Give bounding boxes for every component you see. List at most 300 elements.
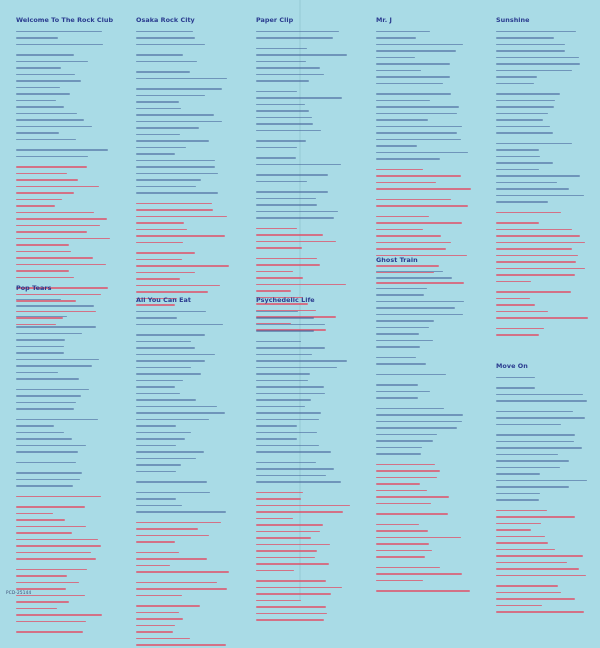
japanese-lyric-text <box>16 257 93 259</box>
japanese-lyric-text <box>136 265 229 267</box>
japanese-lyric-text <box>16 608 57 610</box>
song-lyrics <box>256 28 362 333</box>
song-all-you-can-eat <box>136 296 242 648</box>
japanese-lyric-text <box>136 216 227 218</box>
catalog-number: PCD-25144 <box>6 590 31 595</box>
japanese-lyric-text <box>16 238 110 240</box>
english-lyric-text <box>496 83 534 85</box>
english-lyric-text <box>376 363 426 365</box>
english-lyric-text <box>136 464 181 466</box>
japanese-lyric-text <box>376 222 462 224</box>
song-lyrics <box>256 308 362 623</box>
english-lyric-text <box>376 113 457 115</box>
english-lyric-text <box>136 451 204 453</box>
english-lyric-text <box>376 271 443 273</box>
japanese-lyric-text <box>376 524 419 526</box>
english-lyric-text <box>256 91 297 93</box>
lyric-line <box>136 509 242 516</box>
english-lyric-text <box>376 333 419 335</box>
japanese-lyric-text <box>376 543 429 545</box>
japanese-lyric-text <box>256 264 320 266</box>
song-paper-clip <box>256 16 362 333</box>
song-move-on <box>496 362 600 615</box>
japanese-lyric-text <box>256 613 327 615</box>
japanese-lyric-text <box>376 182 436 184</box>
english-lyric-text <box>16 402 76 404</box>
english-lyric-text <box>496 400 587 402</box>
english-lyric-text <box>256 462 316 464</box>
english-lyric-text <box>136 492 210 494</box>
english-lyric-text <box>16 479 80 481</box>
japanese-lyric-text <box>496 575 586 577</box>
english-lyric-text <box>16 74 75 76</box>
japanese-lyric-text <box>136 291 208 293</box>
japanese-lyric-text <box>256 606 326 608</box>
english-lyric-text <box>376 277 452 279</box>
lyric-line <box>16 136 122 143</box>
english-lyric-text <box>496 201 548 203</box>
english-lyric-text <box>136 108 181 110</box>
song-lyrics <box>16 296 122 635</box>
japanese-lyric-text <box>376 537 461 539</box>
japanese-lyric-text <box>496 298 530 300</box>
english-lyric-text <box>16 80 81 82</box>
english-lyric-text <box>256 67 320 69</box>
japanese-lyric-text <box>136 625 175 627</box>
song-sunshine <box>496 16 600 338</box>
english-lyric-text <box>496 169 539 171</box>
japanese-lyric-text <box>376 530 428 532</box>
japanese-lyric-text <box>256 228 297 230</box>
english-lyric-text <box>16 299 61 301</box>
english-lyric-text <box>136 147 186 149</box>
english-lyric-text <box>256 347 325 349</box>
english-lyric-text <box>136 425 176 427</box>
japanese-lyric-text <box>136 541 175 543</box>
japanese-lyric-text <box>496 568 579 570</box>
japanese-lyric-text <box>376 205 468 207</box>
japanese-lyric-text <box>376 590 470 592</box>
japanese-lyric-text <box>16 186 99 188</box>
lyric-line <box>496 278 600 285</box>
japanese-lyric-text <box>16 614 102 616</box>
english-lyric-text <box>136 54 183 56</box>
english-lyric-text <box>256 425 297 427</box>
english-lyric-text <box>496 424 561 426</box>
english-lyric-text <box>496 93 560 95</box>
lyric-line <box>376 395 482 402</box>
japanese-lyric-text <box>496 598 575 600</box>
japanese-lyric-text <box>256 593 331 595</box>
english-lyric-text <box>136 406 217 408</box>
english-lyric-text <box>496 454 558 456</box>
english-lyric-text <box>496 100 555 102</box>
lyric-line <box>376 275 482 282</box>
english-lyric-text <box>256 367 337 369</box>
english-lyric-text <box>256 445 319 447</box>
japanese-lyric-text <box>256 518 293 520</box>
japanese-lyric-text <box>16 277 74 279</box>
japanese-lyric-text <box>256 557 315 559</box>
song-title: Welcome To The Rock Club <box>16 16 122 24</box>
english-lyric-text <box>256 198 316 200</box>
lyric-line <box>16 556 122 563</box>
english-lyric-text <box>256 110 309 112</box>
english-lyric-text <box>496 499 539 501</box>
english-lyric-text <box>256 399 311 401</box>
japanese-lyric-text <box>496 304 535 306</box>
lyric-line <box>256 178 362 185</box>
english-lyric-text <box>376 44 463 46</box>
english-lyric-text <box>136 134 180 136</box>
lyric-line <box>376 451 482 458</box>
song-lyrics <box>496 374 600 615</box>
english-lyric-text <box>376 440 433 442</box>
english-lyric-text <box>16 326 96 328</box>
lyric-line <box>376 186 482 193</box>
english-lyric-text <box>256 311 298 313</box>
english-lyric-text <box>496 377 535 379</box>
japanese-lyric-text <box>376 235 441 237</box>
english-lyric-text <box>256 468 334 470</box>
lyric-line <box>376 203 482 210</box>
lyric-line <box>376 371 482 378</box>
english-lyric-text <box>16 113 77 115</box>
japanese-lyric-text <box>256 619 324 621</box>
english-lyric-text <box>256 80 309 82</box>
japanese-lyric-text <box>256 492 303 494</box>
english-lyric-text <box>136 44 205 46</box>
lyric-line <box>16 493 122 500</box>
english-lyric-text <box>496 441 574 443</box>
english-lyric-text <box>376 152 468 154</box>
english-lyric-text <box>136 347 195 349</box>
lyric-line <box>136 468 242 475</box>
japanese-lyric-text <box>16 212 94 214</box>
english-lyric-text <box>136 419 209 421</box>
english-lyric-text <box>256 31 339 33</box>
japanese-lyric-text <box>496 229 572 231</box>
english-lyric-text <box>256 380 308 382</box>
lyric-line <box>496 315 600 322</box>
song-title: Pop Tears <box>16 284 122 292</box>
english-lyric-text <box>16 378 79 380</box>
english-lyric-text <box>376 288 427 290</box>
english-lyric-text <box>256 181 307 183</box>
japanese-lyric-text <box>256 550 317 552</box>
japanese-lyric-text <box>136 229 187 231</box>
english-lyric-text <box>376 126 462 128</box>
english-lyric-text <box>376 427 457 429</box>
english-lyric-text <box>136 432 191 434</box>
japanese-lyric-text <box>136 638 190 640</box>
english-lyric-text <box>136 71 190 73</box>
japanese-lyric-text <box>256 580 326 582</box>
japanese-lyric-text <box>496 334 539 336</box>
japanese-lyric-text <box>376 483 420 485</box>
japanese-lyric-text <box>496 268 585 270</box>
english-lyric-text <box>376 346 420 348</box>
english-lyric-text <box>16 156 88 158</box>
english-lyric-text <box>256 147 297 149</box>
lyric-line <box>496 199 600 206</box>
japanese-lyric-text <box>256 290 291 292</box>
japanese-lyric-text <box>496 510 547 512</box>
english-lyric-text <box>136 324 223 326</box>
japanese-lyric-text <box>496 274 575 276</box>
english-lyric-text <box>376 93 451 95</box>
english-lyric-text <box>376 397 418 399</box>
english-lyric-text <box>136 386 175 388</box>
japanese-lyric-text <box>376 513 448 515</box>
japanese-lyric-text <box>376 242 451 244</box>
english-lyric-text <box>376 357 416 359</box>
japanese-lyric-text <box>376 470 440 472</box>
english-lyric-text <box>496 493 540 495</box>
english-lyric-text <box>16 37 58 39</box>
english-lyric-text <box>16 432 64 434</box>
lyric-line <box>496 332 600 339</box>
lyric-line <box>136 321 242 328</box>
english-lyric-text <box>16 149 108 151</box>
english-lyric-text <box>256 393 325 395</box>
english-lyric-text <box>256 406 305 408</box>
japanese-lyric-text <box>16 231 87 233</box>
japanese-lyric-text <box>376 550 432 552</box>
english-lyric-text <box>496 106 554 108</box>
lyric-line <box>376 588 482 595</box>
english-lyric-text <box>256 324 325 326</box>
english-lyric-text <box>496 119 543 121</box>
english-lyric-text <box>256 330 314 332</box>
lyric-line <box>376 80 482 87</box>
lyric-line <box>136 239 242 246</box>
english-lyric-text <box>16 359 99 361</box>
english-lyric-text <box>496 126 550 128</box>
english-lyric-text <box>376 31 430 33</box>
song-ghost-train <box>376 256 482 594</box>
lyric-line <box>16 313 122 320</box>
japanese-lyric-text <box>16 270 69 272</box>
lyric-line <box>376 554 482 561</box>
english-lyric-text <box>136 317 177 319</box>
english-lyric-text <box>16 462 76 464</box>
english-lyric-text <box>376 76 450 78</box>
song-title: Psychedelic Life <box>256 296 362 304</box>
japanese-lyric-text <box>16 582 79 584</box>
japanese-lyric-text <box>496 222 539 224</box>
english-lyric-text <box>256 438 297 440</box>
english-lyric-text <box>376 100 430 102</box>
lyric-line <box>496 80 600 87</box>
english-lyric-text <box>16 316 67 318</box>
english-lyric-text <box>376 70 421 72</box>
japanese-lyric-text <box>16 244 69 246</box>
english-lyric-text <box>496 31 576 33</box>
lyric-line <box>376 344 482 351</box>
japanese-lyric-text <box>136 595 182 597</box>
japanese-lyric-text <box>256 271 293 273</box>
japanese-lyric-text <box>496 611 584 613</box>
song-osaka-rock-city <box>136 16 242 308</box>
japanese-lyric-text <box>256 234 323 236</box>
lyric-line <box>496 374 600 381</box>
japanese-lyric-text <box>136 582 217 584</box>
english-lyric-text <box>16 126 92 128</box>
lyric-line <box>376 500 482 507</box>
english-lyric-text <box>136 78 227 80</box>
english-lyric-text <box>16 305 94 307</box>
english-lyric-text <box>376 132 457 134</box>
english-lyric-text <box>16 44 103 46</box>
english-lyric-text <box>16 372 58 374</box>
japanese-lyric-text <box>496 317 588 319</box>
english-lyric-text <box>136 192 218 194</box>
japanese-lyric-text <box>256 511 343 513</box>
english-lyric-text <box>496 44 565 46</box>
japanese-lyric-text <box>136 535 209 537</box>
english-lyric-text <box>376 37 416 39</box>
japanese-lyric-text <box>376 169 423 171</box>
english-lyric-text <box>496 50 565 52</box>
lyric-line <box>136 190 242 197</box>
song-pop-tears <box>16 284 122 635</box>
lyric-line <box>256 567 362 574</box>
english-lyric-text <box>256 451 331 453</box>
japanese-lyric-text <box>376 216 429 218</box>
song-lyrics <box>496 28 600 338</box>
japanese-lyric-text <box>136 522 221 524</box>
japanese-lyric-text <box>136 588 227 590</box>
lyric-line <box>136 75 242 82</box>
english-lyric-text <box>136 101 179 103</box>
japanese-lyric-text <box>376 188 471 190</box>
english-lyric-text <box>136 458 196 460</box>
japanese-lyric-text <box>496 311 548 313</box>
japanese-lyric-text <box>496 585 558 587</box>
english-lyric-text <box>136 367 191 369</box>
lyric-line <box>256 78 362 85</box>
english-lyric-text <box>256 373 310 375</box>
japanese-lyric-text <box>16 519 65 521</box>
japanese-lyric-text <box>496 536 545 538</box>
japanese-lyric-text <box>256 258 317 260</box>
japanese-lyric-text <box>496 592 561 594</box>
english-lyric-text <box>16 395 81 397</box>
english-lyric-text <box>136 505 182 507</box>
english-lyric-text <box>256 204 317 206</box>
lyric-line <box>16 41 122 48</box>
lyric-line <box>496 209 600 216</box>
japanese-lyric-text <box>376 248 446 250</box>
lyric-line <box>136 41 242 48</box>
english-lyric-text <box>136 412 225 414</box>
japanese-lyric-text <box>496 328 544 330</box>
song-welcome-to-the-rock-club <box>16 16 122 328</box>
lyric-line <box>16 153 122 160</box>
japanese-lyric-text <box>16 173 67 175</box>
lyric-line <box>136 539 242 546</box>
english-lyric-text <box>256 123 313 125</box>
english-lyric-text <box>136 498 176 500</box>
japanese-lyric-text <box>16 569 87 571</box>
japanese-lyric-text <box>496 261 576 263</box>
japanese-lyric-text <box>16 225 100 227</box>
english-lyric-text <box>256 419 319 421</box>
english-lyric-text <box>496 37 554 39</box>
japanese-lyric-text <box>496 562 567 564</box>
english-lyric-text <box>496 162 553 164</box>
english-lyric-text <box>16 333 82 335</box>
japanese-lyric-text <box>256 498 301 500</box>
lyric-line <box>376 156 482 163</box>
lyric-line <box>496 130 600 137</box>
english-lyric-text <box>16 139 76 141</box>
english-lyric-text <box>256 317 314 319</box>
english-lyric-text <box>16 346 64 348</box>
english-lyric-text <box>256 117 312 119</box>
japanese-lyric-text <box>16 506 85 508</box>
japanese-lyric-text <box>16 496 101 498</box>
english-lyric-text <box>16 425 54 427</box>
japanese-lyric-text <box>16 205 55 207</box>
english-lyric-text <box>496 113 548 115</box>
song-title: All You Can Eat <box>136 296 242 304</box>
lyric-line <box>496 421 600 428</box>
lyric-line <box>16 449 122 456</box>
english-lyric-text <box>496 182 557 184</box>
english-lyric-text <box>136 311 206 313</box>
lyric-line <box>16 483 122 490</box>
lyric-line <box>256 127 362 134</box>
english-lyric-text <box>256 164 341 166</box>
english-lyric-text <box>136 31 193 33</box>
english-lyric-text <box>256 140 306 142</box>
english-lyric-text <box>376 145 417 147</box>
song-title: Paper Clip <box>256 16 362 24</box>
japanese-lyric-text <box>136 285 220 287</box>
japanese-lyric-text <box>376 490 427 492</box>
english-lyric-text <box>256 37 333 39</box>
japanese-lyric-text <box>136 631 173 633</box>
lyric-line <box>136 642 242 648</box>
lyric-line <box>256 245 362 252</box>
english-lyric-text <box>496 63 580 65</box>
english-lyric-text <box>256 157 296 159</box>
japanese-lyric-text <box>136 235 225 237</box>
english-lyric-text <box>376 314 463 316</box>
english-lyric-text <box>136 354 215 356</box>
english-lyric-text <box>136 37 195 39</box>
english-lyric-text <box>376 391 430 393</box>
english-lyric-text <box>376 307 455 309</box>
english-lyric-text <box>376 294 424 296</box>
japanese-lyric-text <box>16 179 78 181</box>
lyric-line <box>256 479 362 486</box>
english-lyric-text <box>16 61 88 63</box>
english-lyric-text <box>376 158 440 160</box>
lyric-line <box>16 629 122 636</box>
japanese-lyric-text <box>376 567 440 569</box>
english-lyric-text <box>376 139 461 141</box>
english-lyric-text <box>16 485 73 487</box>
japanese-lyric-text <box>496 549 555 551</box>
english-lyric-text <box>496 195 584 197</box>
japanese-lyric-text <box>376 580 423 582</box>
english-lyric-text <box>496 387 535 389</box>
english-lyric-text <box>136 511 226 513</box>
english-lyric-text <box>256 130 321 132</box>
